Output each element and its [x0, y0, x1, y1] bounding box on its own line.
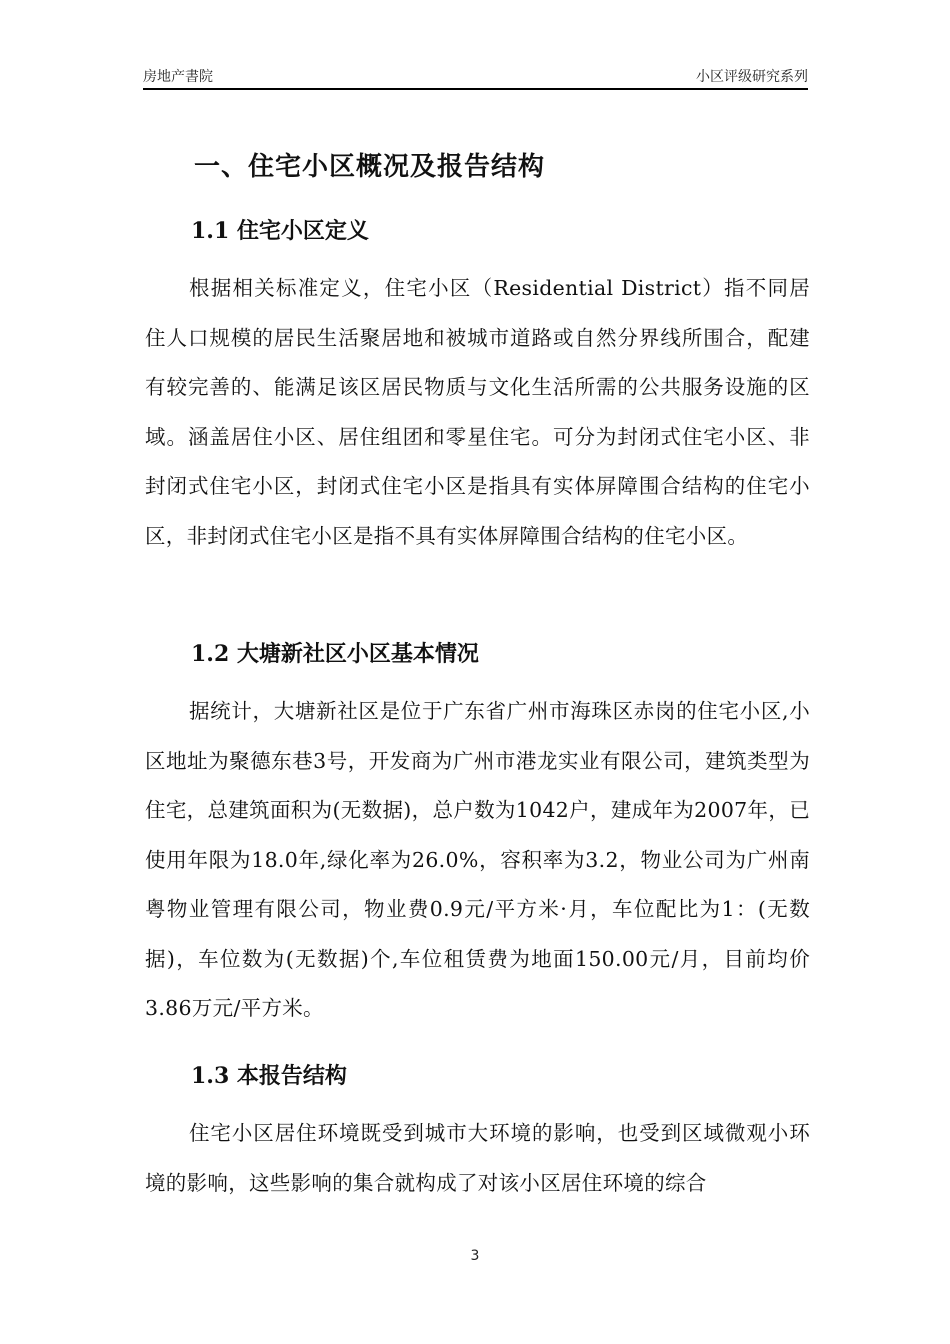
- header-series: 小区评级研究系列: [696, 69, 808, 85]
- section-title: 一、住宅小区概况及报告结构: [194, 152, 546, 182]
- paragraph-report-structure: 住宅小区居住环境既受到城市大环境的影响，也受到区域微观小环境的影响，这些影响的集合就构成了对该小区居住环境的综合: [145, 1121, 810, 1195]
- page-header: [143, 66, 808, 88]
- page-number: 3: [470, 1248, 480, 1264]
- header-publisher: 房地产書院: [143, 69, 213, 85]
- paragraph-definition: 根据相关标准定义，住宅小区（Residential District）指不同居住人口规模的居民生活聚居地和被城市道路或自然分界线所围合，配建有较完善的、能满足该区居民物质与文化生活所需的公共服务设施的区域。涵盖居住小区、居住组团和零星住宅。可分为封闭式住宅小区、非封闭式住宅小区，封闭式住宅小区是指具有实体屏障围合结构的住宅小区，非封闭式住宅小区是指不具有实体屏障围合结构的住宅小区。: [145, 276, 810, 548]
- paragraph-basic-info: 据统计，大塘新社区是位于广东省广州市海珠区赤岗的住宅小区,小区地址为聚德东巷3号，开发商为广州市港龙实业有限公司，建筑类型为住宅，总建筑面积为(无数据)，总户数为1042户，建成年为2007年，已使用年限为18.0年,绿化率为26.0%，容积率为3.2，物业公司为广州南粤物业管理有限公司，物业费0.9元/平方米·月，车位配比为1：(无数据)，车位数为(无数据)个,车位租赁费为地面150.00元/月，目前均价3.86万元/平方米。: [145, 699, 810, 1020]
- header-divider: [143, 88, 808, 90]
- subsection-heading-1-1: 1.1 住宅小区定义: [191, 218, 369, 244]
- subsection-heading-1-2: 1.2 大塘新社区小区基本情况: [191, 641, 479, 667]
- subsection-heading-1-3: 1.3 本报告结构: [191, 1063, 347, 1089]
